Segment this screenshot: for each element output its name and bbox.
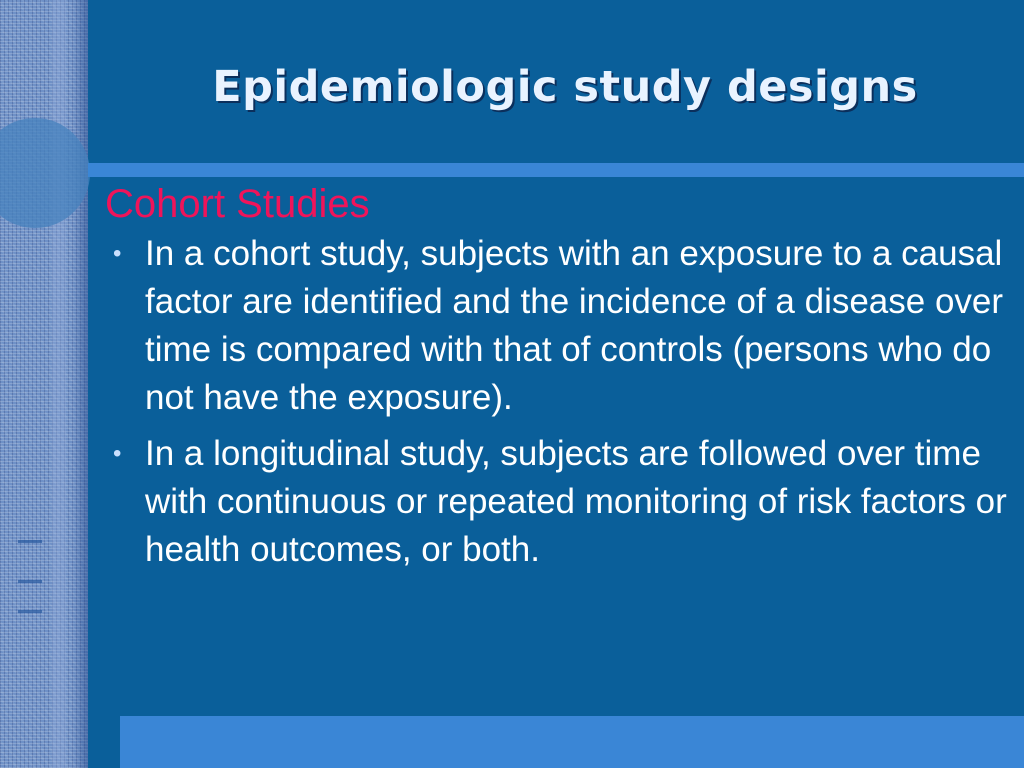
bullet-text: In a longitudinal study, subjects are followed over time with continuous or repeated monitoring of risk factors or health outcomes, or both.: [145, 434, 1007, 569]
decorative-tick: [18, 540, 42, 543]
bullet-dot-icon: •: [113, 440, 122, 467]
strip-shade: [72, 0, 88, 768]
bullet-dot-icon: •: [113, 240, 122, 267]
bullet-list: [105, 230, 1010, 574]
page-title: Epidemiologic study designs: [212, 62, 918, 112]
bullet-item: [105, 430, 1010, 574]
bullet-item: [105, 230, 1010, 422]
decorative-tick: [18, 610, 42, 613]
strip-vertical-bar: [52, 0, 66, 768]
bottom-decor-block: [120, 716, 1024, 768]
slide-content: [105, 180, 1010, 582]
section-heading: Cohort Studies: [105, 182, 370, 226]
bullet-text: In a cohort study, subjects with an exposure to a causal factor are identified and the incidence of a disease over time is compared with that of controls (persons who do not have the exposure).: [145, 234, 1004, 417]
decorative-tick: [18, 580, 42, 583]
title-underline-band: [88, 163, 1024, 177]
